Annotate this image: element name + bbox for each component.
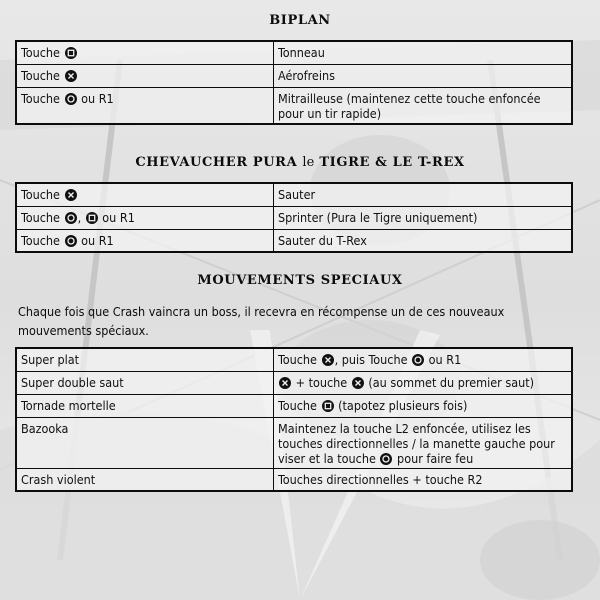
key-label: Touche — [21, 67, 60, 83]
table-row — [16, 183, 572, 206]
move-desc-cell — [274, 417, 573, 468]
action-cell: Sauter — [274, 183, 573, 206]
table-row — [16, 371, 572, 394]
key-suffix: ou R1 — [81, 232, 114, 248]
key-label: Touche — [21, 187, 60, 202]
move-name-cell: Crash violent — [16, 468, 274, 491]
desc-text: Touche — [278, 397, 317, 413]
move-desc-cell — [274, 371, 573, 394]
circle-button-icon — [65, 235, 77, 247]
table-row — [16, 206, 572, 229]
key-suffix: ou R1 — [81, 90, 114, 106]
mouvements-title: MOUVEMENTS SPECIAUX — [197, 273, 403, 288]
chevaucher-title-part2: le — [302, 155, 315, 170]
table-row — [16, 41, 572, 64]
move-desc-cell: Touches directionnelles + touche R2 — [274, 468, 573, 491]
action-cell: Sprinter (Pura le Tigre uniquement) — [274, 206, 573, 229]
desc-text: Maintenez la touche L2 enfoncée, utilisez les touches directionnelles / la manette gauche pour viser et la touche — [278, 420, 555, 466]
table-row — [16, 87, 572, 124]
key-label: Touche — [21, 90, 60, 106]
action-cell: Sauter du T-Rex — [274, 229, 573, 252]
desc-text: + touche — [295, 374, 348, 390]
table-row — [16, 417, 572, 468]
circle-button-icon — [65, 93, 77, 105]
move-name-cell: Super plat — [16, 348, 274, 371]
cross-button-icon — [65, 189, 77, 201]
move-desc-cell — [274, 348, 573, 371]
key-suffix: ou R1 — [102, 209, 135, 225]
desc-text: (tapotez plusieurs fois) — [338, 397, 468, 413]
cross-button-icon — [322, 354, 334, 366]
biplan-title: BIPLAN — [269, 13, 331, 28]
desc-text: (au sommet du premier saut) — [368, 374, 535, 390]
move-name-cell: Super double saut — [16, 371, 274, 394]
square-button-icon — [65, 47, 77, 59]
key-cell: Touche , ou R1 — [16, 206, 274, 229]
key-label: Touche — [21, 209, 60, 225]
square-button-icon — [322, 400, 334, 412]
circle-button-icon — [412, 354, 424, 366]
action-cell: Aérofreins — [274, 64, 573, 87]
key-label: Touche — [21, 45, 60, 60]
move-name-cell: Bazooka — [16, 417, 274, 468]
table-row — [16, 394, 572, 417]
circle-button-icon — [65, 212, 77, 224]
mouvements-table — [15, 347, 573, 492]
desc-text: Touche — [278, 352, 317, 367]
move-name-cell: Tornade mortelle — [16, 394, 274, 417]
chevaucher-title — [0, 155, 600, 170]
key-cell — [16, 64, 274, 87]
move-desc-cell — [274, 394, 573, 417]
cross-button-icon — [65, 70, 77, 82]
action-cell: Tonneau — [274, 41, 573, 64]
key-label: Touche — [21, 232, 60, 248]
table-row — [16, 229, 572, 252]
cross-button-icon — [352, 377, 364, 389]
desc-text: pour faire feu — [397, 450, 474, 466]
chevaucher-title-part1: CHEVAUCHER PURA — [135, 155, 298, 170]
chevaucher-table — [15, 182, 573, 253]
table-row — [16, 348, 572, 371]
key-cell — [16, 229, 274, 252]
desc-text: , puis Touche — [334, 352, 408, 367]
chevaucher-title-part3: TIGRE & LE T-REX — [319, 155, 465, 170]
circle-button-icon — [380, 453, 392, 465]
square-button-icon — [86, 212, 98, 224]
cross-button-icon — [279, 377, 291, 389]
key-cell — [16, 87, 274, 124]
biplan-table — [15, 40, 573, 125]
key-cell — [16, 183, 274, 206]
table-row — [16, 64, 572, 87]
mouvements-intro: Chaque fois que Crash vaincra un boss, il recevra en récompense un de ces nouveaux mouvements spéciaux. — [18, 304, 505, 338]
table-row — [16, 468, 572, 491]
action-cell: Mitrailleuse (maintenez cette touche enfoncée pour un tir rapide) — [274, 87, 573, 124]
key-cell — [16, 41, 274, 64]
desc-text: ou R1 — [428, 352, 462, 367]
